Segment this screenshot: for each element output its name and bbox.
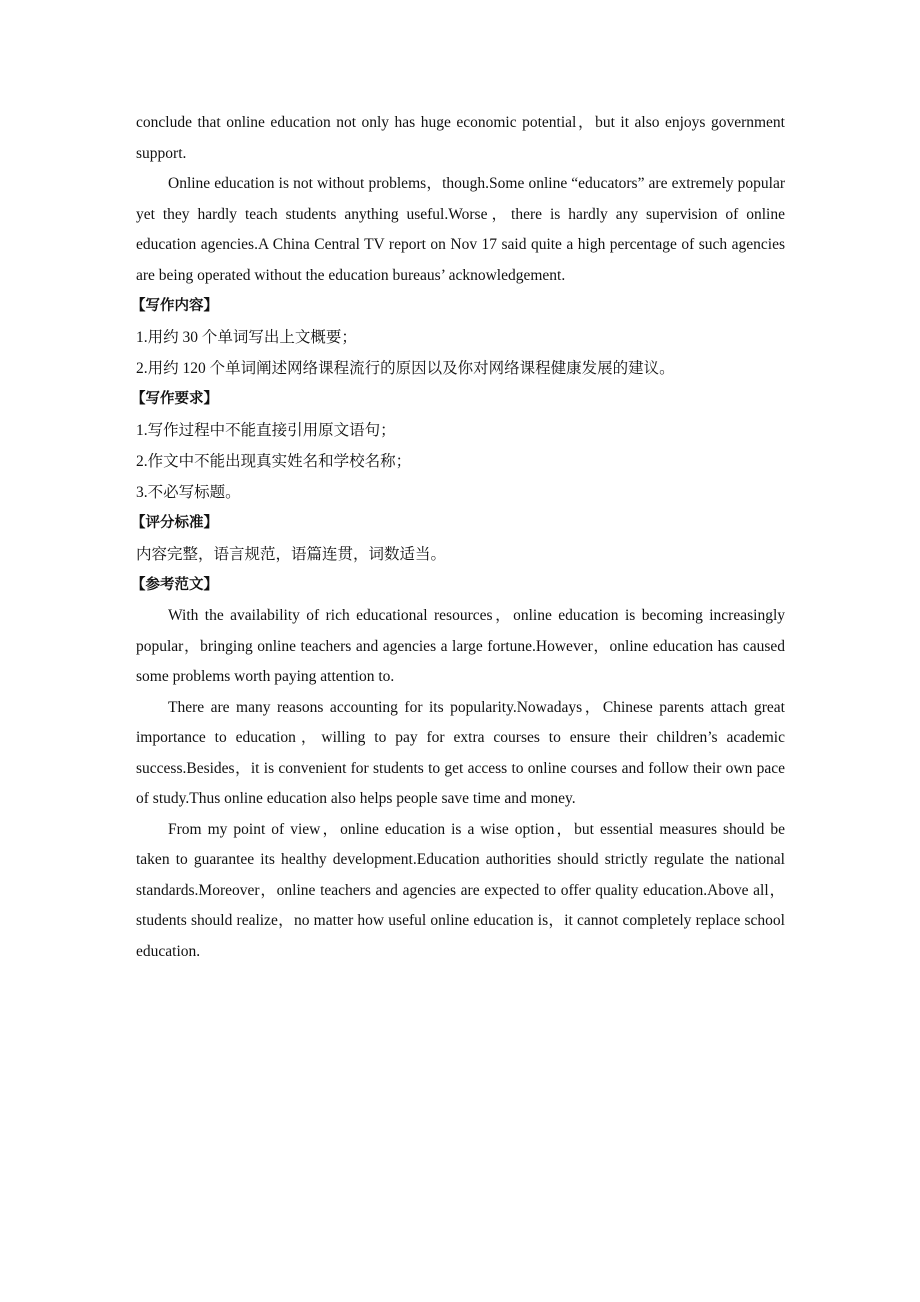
model-essay-paragraph-1: With the availability of rich educational resources，online education is becoming increasingly popular，bringing online teachers and agencies a large fortune.However，online education has caused some problems worth paying attention to. <box>136 607 785 685</box>
requirement-item-3: 3.不必写标题。 <box>136 484 241 501</box>
model-essay-paragraph-2: There are many reasons accounting for its popularity.Nowadays，Chinese parents attach great importance to education，willing to pay for extra courses to ensure their children’s academic success.Besides，it is convenient for students to get access to online courses and follow their own pace of study.Thus online education also helps people save time and money. <box>136 698 785 807</box>
scoring-criteria-heading: 【评分标准】 <box>131 515 218 531</box>
document-page <box>131 108 785 967</box>
model-essay-heading: 【参考范文】 <box>131 577 218 593</box>
model-essay-paragraph-3: From my point of view，online education is a wise option，but essential measures should be taken to guarantee its healthy development.Education authorities should strictly regulate the national standards.Moreover，online teachers and agencies are expected to offer quality education.Above all，students should realize，no matter how useful online education is，it cannot completely replace school education. <box>136 820 785 960</box>
scoring-criteria-text: 内容完整，语言规范，语篇连贯，词数适当。 <box>136 546 447 563</box>
passage-paragraph-1: conclude that online education not only has huge economic potential，but it also enjoys government support. <box>136 114 785 162</box>
writing-content-item-1: 1.用约 30 个单词写出上文概要； <box>136 329 357 346</box>
writing-requirements-heading: 【写作要求】 <box>131 391 218 407</box>
passage-paragraph-2: Online education is not without problems，though.Some online “educators” are extremely popular yet they hardly teach students anything useful.Worse，there is hardly any supervision of online education agencies.A China Central TV report on Nov 17 said quite a high percentage of such agencies are being operated without the education bureaus’ acknowledgement. <box>136 175 785 284</box>
requirement-item-2: 2.作文中不能出现真实姓名和学校名称； <box>136 453 412 470</box>
writing-content-heading: 【写作内容】 <box>131 298 218 314</box>
requirement-item-1: 1.写作过程中不能直接引用原文语句； <box>136 422 396 439</box>
writing-content-item-2: 2.用约 120 个单词阐述网络课程流行的原因以及你对网络课程健康发展的建议。 <box>136 360 675 377</box>
